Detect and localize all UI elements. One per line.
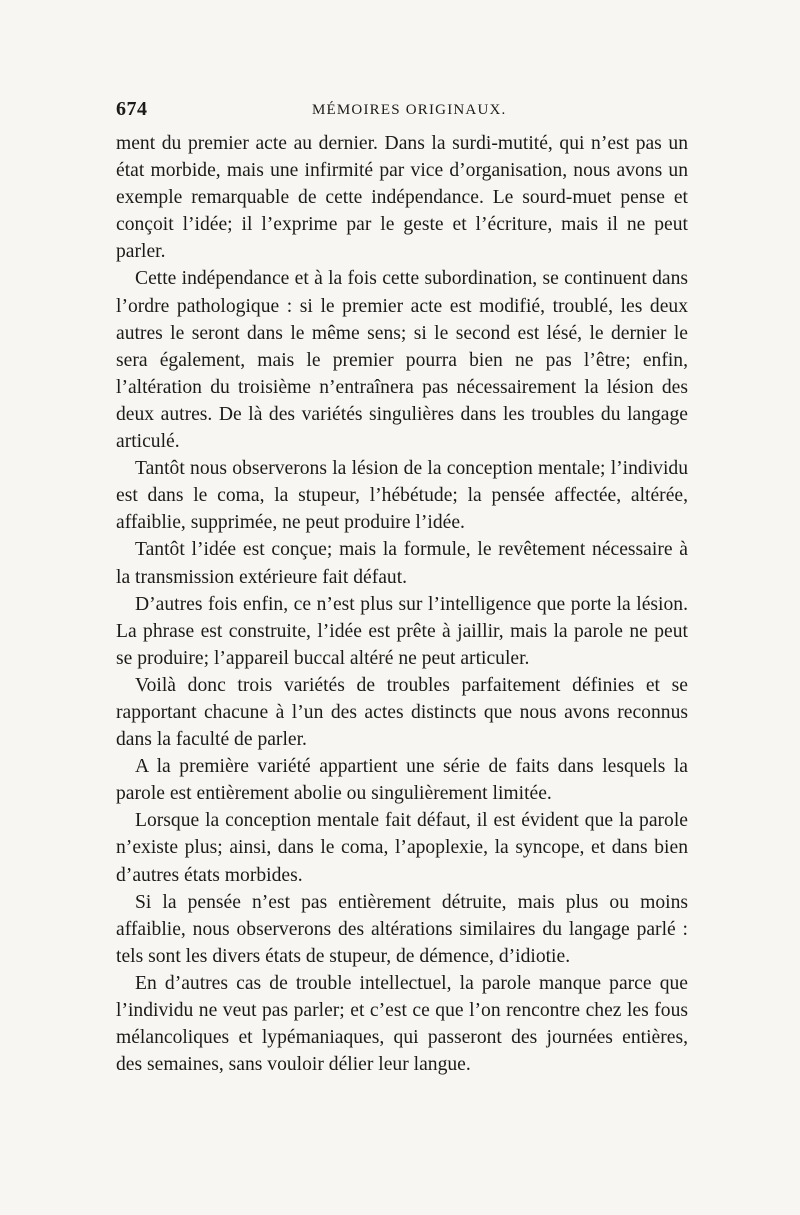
body-text: [116, 130, 688, 1078]
paragraph: Si la pensée n’est pas entièrement détruite, mais plus ou moins affaiblie, nous observerons des altérations similaires du langage parlé : tels sont les divers états de stupeur, de démence, d’idiotie.: [116, 891, 688, 967]
paragraph: Cette indépendance et à la fois cette subordination, se continuent dans l’ordre pathologique : si le premier acte est modifié, troublé, les deux autres le seront dans le même sens; si le second est lésé, le dernier le sera également, mais le premier pourra bien ne pas l’être; enfin, l’altération du troisième n’entraînera pas nécessairement la lésion des deux autres. De là des variétés singulières dans les troubles du langage articulé.: [116, 268, 688, 453]
page-number: 674: [116, 98, 148, 120]
paragraph-continued: ment du premier acte au dernier. Dans la surdi-mutité, qui n’est pas un état morbide, mais une infirmité par vice d’organisation, nous avons un exemple remarquable de cette indépendance. Le sourd-muet pense et conçoit l’idée; il l’exprime par le geste et l’écriture, mais il ne peut parler.: [116, 133, 688, 263]
paragraph: En d’autres cas de trouble intellectuel, la parole manque parce que l’individu ne veut pas parler; et c’est ce que l’on rencontre chez les fous mélancoliques et lypémaniaques, qui passeront des journées entières, des semaines, sans vouloir délier leur langue.: [116, 972, 688, 1076]
paragraph: Tantôt l’idée est conçue; mais la formule, le revêtement nécessaire à la transmission extérieure fait défaut.: [116, 539, 688, 588]
paragraph: A la première variété appartient une série de faits dans lesquels la parole est entièrement abolie ou singulièrement limitée.: [116, 756, 688, 805]
paragraph: Tantôt nous observerons la lésion de la conception mentale; l’individu est dans le coma, la stupeur, l’hébétude; la pensée affectée, altérée, affaiblie, supprimée, ne peut produire l’idée.: [116, 458, 688, 534]
running-head: [116, 98, 688, 124]
paragraph: Lorsque la conception mentale fait défaut, il est évident que la parole n’existe plus; ainsi, dans le coma, l’apoplexie, la syncope, et dans bien d’autres états morbides.: [116, 810, 688, 886]
running-title: MÉMOIRES ORIGINAUX.: [312, 102, 507, 118]
paragraph: Voilà donc trois variétés de troubles parfaitement définies et se rapportant chacune à l’un des actes distincts que nous avons reconnus dans la faculté de parler.: [116, 674, 688, 751]
paragraph: D’autres fois enfin, ce n’est plus sur l’intelligence que porte la lésion. La phrase est construite, l’idée est prête à jaillir, mais la parole ne peut se produire; l’appareil buccal altéré ne peut articuler.: [116, 593, 688, 669]
